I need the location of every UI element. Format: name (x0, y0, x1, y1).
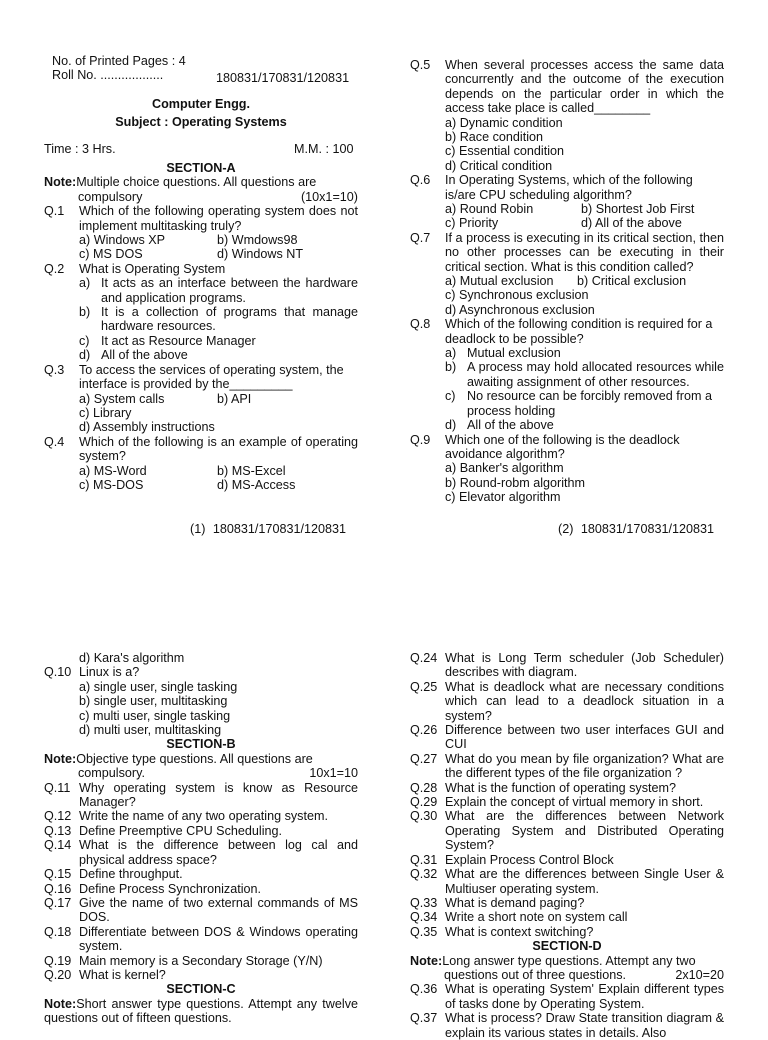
q6-options-cd (445, 216, 724, 230)
question-number: Q.15 (44, 867, 72, 882)
question-6 (410, 173, 724, 202)
page-number: (2) (558, 522, 574, 536)
question-text: What is operating System' Explain different types of tasks done by Operating System. (445, 982, 724, 1011)
question-text: Which of the following condition is required for a deadlock to be possible? (445, 317, 713, 346)
option-c: c) MS DOS (79, 247, 143, 262)
question-text: Which one of the following is the deadlock avoidance algorithm? (445, 432, 680, 461)
question-text: When several processes access the same data concurrently and the outcome of the execution depends on the particular order in which the access take place is called________ (445, 58, 724, 116)
footer-code: 180831/170831/120831 (212, 522, 346, 536)
question-text: Define throughput. (79, 867, 183, 882)
option-d: d) Assembly instructions (79, 420, 215, 435)
question-2 (44, 262, 358, 276)
option-text: It is a collection of programs that manage hardware resources. (101, 305, 358, 334)
note-text: Objective type questions. All questions are (76, 751, 313, 766)
question-34 (410, 910, 724, 924)
section-c-note (44, 997, 358, 1026)
section-d-title: SECTION-D (532, 939, 602, 954)
q1-options-ab (79, 233, 358, 247)
question-number: Q.12 (44, 809, 72, 824)
question-text: Define Preemptive CPU Scheduling. (79, 823, 283, 838)
question-text: What is the function of operating system? (445, 780, 677, 795)
section-b-marks: 10x1=10 (309, 766, 358, 781)
q4-options-ab (79, 464, 358, 478)
question-30 (410, 809, 724, 852)
option-b: b) Critical exclusion (577, 274, 687, 289)
question-text: Explain Process Control Block (445, 852, 614, 867)
page-2 (410, 58, 724, 505)
question-number: Q.27 (410, 751, 438, 766)
option-text: Mutual exclusion (467, 346, 561, 361)
option-d: d) MS-Access (217, 477, 296, 492)
option-b: b) Wmdows98 (217, 233, 298, 248)
question-text: What is deadlock what are necessary conditions which can lead to a deadlock situation in a system? (445, 679, 724, 723)
option-d (79, 348, 358, 362)
option-c (79, 334, 358, 348)
question-29 (410, 795, 724, 809)
question-text: Explain the concept of virtual memory in short. (445, 795, 704, 810)
question-number: Q.1 (44, 204, 65, 219)
question-number: Q.32 (410, 867, 438, 882)
question-number: Q.26 (410, 723, 438, 738)
option-letter: a) (79, 276, 91, 291)
option-text: A process may hold allocated resources while awaiting assignment of other resources. (467, 360, 724, 389)
option-c: c) Synchronous exclusion (445, 288, 589, 303)
question-text: Write a short note on system call (445, 910, 628, 925)
question-11 (44, 781, 358, 810)
question-number: Q.25 (410, 679, 438, 694)
option-a: a) Windows XP (79, 233, 166, 248)
question-text: Linux is a? (79, 665, 140, 680)
question-26 (410, 723, 724, 752)
section-a-note-line2 (44, 190, 358, 204)
question-text: In Operating Systems, which of the following is/are CPU scheduling algorithm? (445, 173, 693, 202)
option-letter: c) (79, 333, 90, 348)
question-number: Q.6 (410, 173, 431, 188)
printed-pages: No. of Printed Pages : 4 (52, 54, 186, 68)
subject-title: Subject : Operating Systems (115, 115, 287, 130)
question-18 (44, 925, 358, 954)
option-letter: b) (79, 305, 91, 320)
option-letter: d) (445, 418, 457, 433)
q9-option-d: d) Kara's algorithm (79, 651, 185, 665)
note-label: Note: (44, 996, 77, 1011)
section-a-note (44, 175, 358, 189)
option-letter: c) (445, 389, 456, 404)
q7-options-ab (445, 274, 724, 288)
note-text-line2: compulsory. (78, 766, 145, 781)
page-2-footer (558, 522, 728, 536)
question-number: Q.20 (44, 967, 72, 982)
question-text: What do you mean by file organization? What are the different types of the file organization ? (445, 751, 724, 781)
option-b: b) Round-robm algorithm (445, 475, 585, 490)
option-b: b) API (217, 391, 252, 406)
section-c-title: SECTION-C (166, 982, 236, 997)
question-text: If a process is executing in its critical section, then no other processes can be executing in their critical section. What is this condition called? (445, 230, 724, 274)
option-c: c) Elevator algorithm (445, 490, 561, 505)
question-number: Q.35 (410, 924, 438, 939)
question-28 (410, 781, 724, 795)
question-7 (410, 231, 724, 274)
question-17 (44, 896, 358, 925)
page-1 (44, 54, 358, 492)
question-number: Q.33 (410, 895, 438, 910)
question-number: Q.11 (44, 780, 71, 795)
option-c: c) MS-DOS (79, 477, 144, 492)
footer-code: 180831/170831/120831 (580, 522, 714, 536)
option-d: d) Windows NT (217, 247, 304, 262)
q1-options-cd (79, 247, 358, 261)
question-1 (44, 204, 358, 233)
question-text: What is demand paging? (445, 895, 585, 910)
option-letter: a) (445, 346, 457, 361)
note-label: Note: (44, 175, 77, 190)
question-text: Which of the following is an example of operating system? (79, 434, 358, 464)
option-c: c) Essential condition (445, 144, 565, 159)
question-36 (410, 982, 724, 1011)
option-d: d) Asynchronous exclusion (445, 302, 595, 317)
question-number: Q.4 (44, 434, 65, 449)
section-c-questions (410, 651, 724, 939)
option-text: It act as Resource Manager (101, 333, 256, 348)
option-a: a) single user, single tasking (79, 679, 238, 694)
paper-code: 180831/170831/120831 (216, 71, 350, 86)
question-text: What is the difference between log cal and physical address space? (79, 838, 358, 867)
section-a-marks: (10x1=10) (300, 189, 358, 204)
question-number: Q.7 (410, 230, 431, 245)
option-a (79, 276, 358, 305)
question-16 (44, 882, 358, 896)
question-number: Q.5 (410, 58, 431, 72)
option-b: b) MS-Excel (217, 463, 286, 478)
option-b: b) Race condition (445, 130, 544, 145)
section-d-note (410, 954, 724, 968)
section-b-note (44, 752, 358, 766)
question-number: Q.10 (44, 665, 72, 680)
q4-options-cd (79, 478, 358, 492)
question-number: Q.8 (410, 317, 431, 332)
question-32 (410, 867, 724, 896)
page-1-footer (190, 522, 360, 536)
question-12 (44, 809, 358, 823)
option-b (445, 360, 724, 389)
question-24 (410, 651, 724, 680)
option-letter: b) (445, 360, 457, 375)
question-number: Q.29 (410, 795, 438, 810)
question-text: Why operating system is know as Resource Manager? (79, 780, 358, 810)
section-d-marks: 2x10=20 (675, 967, 724, 982)
option-a (445, 346, 724, 360)
question-number: Q.19 (44, 953, 72, 968)
option-a: a) Dynamic condition (445, 115, 563, 130)
question-text: To access the services of operating system, the interface is provided by the_________ (79, 362, 344, 392)
option-a: a) Banker's algorithm (445, 461, 564, 476)
option-d: d) multi user, multitasking (79, 723, 222, 738)
question-number: Q.9 (410, 432, 431, 447)
page-number: (1) (190, 522, 206, 536)
option-b: b) single user, multitasking (79, 694, 228, 709)
question-number: Q.30 (410, 809, 438, 824)
option-c: c) multi user, single tasking (79, 708, 231, 723)
question-number: Q.34 (410, 910, 438, 925)
note-text: Multiple choice questions. All questions are (76, 175, 317, 190)
question-text: What is Long Term scheduler (Job Scheduler) describes with diagram. (445, 651, 724, 680)
note-text: Long answer type questions. Attempt any two (442, 953, 696, 968)
section-b-note-line2 (44, 766, 358, 780)
section-d-note-line2 (410, 968, 724, 982)
option-b (79, 305, 358, 334)
note-label: Note: (44, 751, 77, 766)
question-14 (44, 838, 358, 867)
question-31 (410, 853, 724, 867)
option-a: a) MS-Word (79, 463, 147, 478)
question-10 (44, 665, 358, 679)
roll-no: Roll No. .................. (52, 68, 164, 83)
question-number: Q.36 (410, 982, 438, 997)
question-text: Give the name of two external commands of MS DOS. (79, 895, 358, 925)
option-b: b) Shortest Job First (581, 202, 695, 217)
question-text: What are the differences between Single User & Multiuser operating system. (445, 867, 724, 896)
option-text: All of the above (467, 418, 554, 433)
option-text: It acts as an interface between the hardware and application programs. (101, 276, 358, 305)
course-title: Computer Engg. (152, 96, 250, 111)
question-35 (410, 925, 724, 939)
question-number: Q.37 (410, 1011, 438, 1026)
note-label: Note: (410, 953, 443, 968)
option-c (445, 389, 724, 418)
option-c: c) Priority (445, 216, 499, 231)
question-9 (410, 433, 724, 462)
page-3 (44, 651, 358, 1026)
option-d (445, 418, 724, 432)
question-text: What are the differences between Network Operating System and Distributed Operating System? (445, 809, 724, 853)
question-13 (44, 824, 358, 838)
question-text: Write the name of any two operating system. (79, 809, 328, 824)
question-number: Q.28 (410, 780, 438, 795)
question-27 (410, 752, 724, 781)
question-text: Difference between two user interfaces GUI and CUI (445, 723, 724, 752)
question-number: Q.16 (44, 881, 72, 896)
question-number: Q.13 (44, 823, 72, 838)
roll-number-line (44, 68, 358, 86)
question-text: What is Operating System (79, 261, 226, 276)
page-4 (410, 651, 724, 1040)
question-number: Q.31 (410, 852, 438, 867)
question-text: What is kernel? (79, 967, 166, 982)
question-number: Q.3 (44, 362, 65, 377)
question-4 (44, 435, 358, 464)
section-b-questions (44, 781, 358, 983)
question-20 (44, 968, 358, 982)
question-25 (410, 680, 724, 723)
question-number: Q.2 (44, 261, 65, 276)
question-number: Q.14 (44, 838, 72, 853)
option-c: c) Library (79, 405, 132, 420)
question-15 (44, 867, 358, 881)
note-text-line2: questions out of three questions. (444, 967, 627, 982)
question-19 (44, 954, 358, 968)
section-a-title: SECTION-A (166, 161, 236, 176)
option-text: All of the above (101, 348, 188, 363)
question-number: Q.18 (44, 924, 72, 939)
question-number: Q.17 (44, 895, 72, 910)
time-marks-line (44, 142, 358, 156)
question-text: Which of the following operating system does not implement multitasking truly? (79, 204, 358, 233)
option-a: a) System calls (79, 391, 165, 406)
q6-options-ab (445, 202, 724, 216)
max-marks: M.M. : 100 (294, 141, 354, 156)
question-text: Differentiate between DOS & Windows operating system. (79, 924, 358, 954)
question-33 (410, 896, 724, 910)
option-text: No resource can be forcibly removed from a process holding (467, 389, 712, 418)
question-number: Q.24 (410, 651, 438, 665)
q3-options-ab (79, 392, 358, 406)
option-d: d) All of the above (581, 216, 682, 231)
question-text: Main memory is a Secondary Storage (Y/N) (79, 953, 323, 968)
question-text: What is context switching? (445, 924, 594, 939)
question-3 (44, 363, 358, 392)
note-text: Short answer type questions. Attempt any twelve questions out of fifteen questions. (44, 996, 358, 1026)
question-text: Define Process Synchronization. (79, 881, 262, 896)
section-b-title: SECTION-B (166, 737, 236, 752)
question-8 (410, 317, 724, 346)
note-text-line2: compulsory (78, 189, 143, 204)
time-allowed: Time : 3 Hrs. (44, 141, 116, 156)
question-text: What is process? Draw State transition diagram & explain its various states in details. Also (445, 1011, 724, 1040)
option-letter: d) (79, 348, 91, 363)
question-5 (410, 58, 724, 116)
option-a: a) Mutual exclusion (445, 274, 554, 289)
question-37 (410, 1011, 724, 1040)
option-a: a) Round Robin (445, 202, 534, 217)
option-d: d) Critical condition (445, 158, 553, 173)
